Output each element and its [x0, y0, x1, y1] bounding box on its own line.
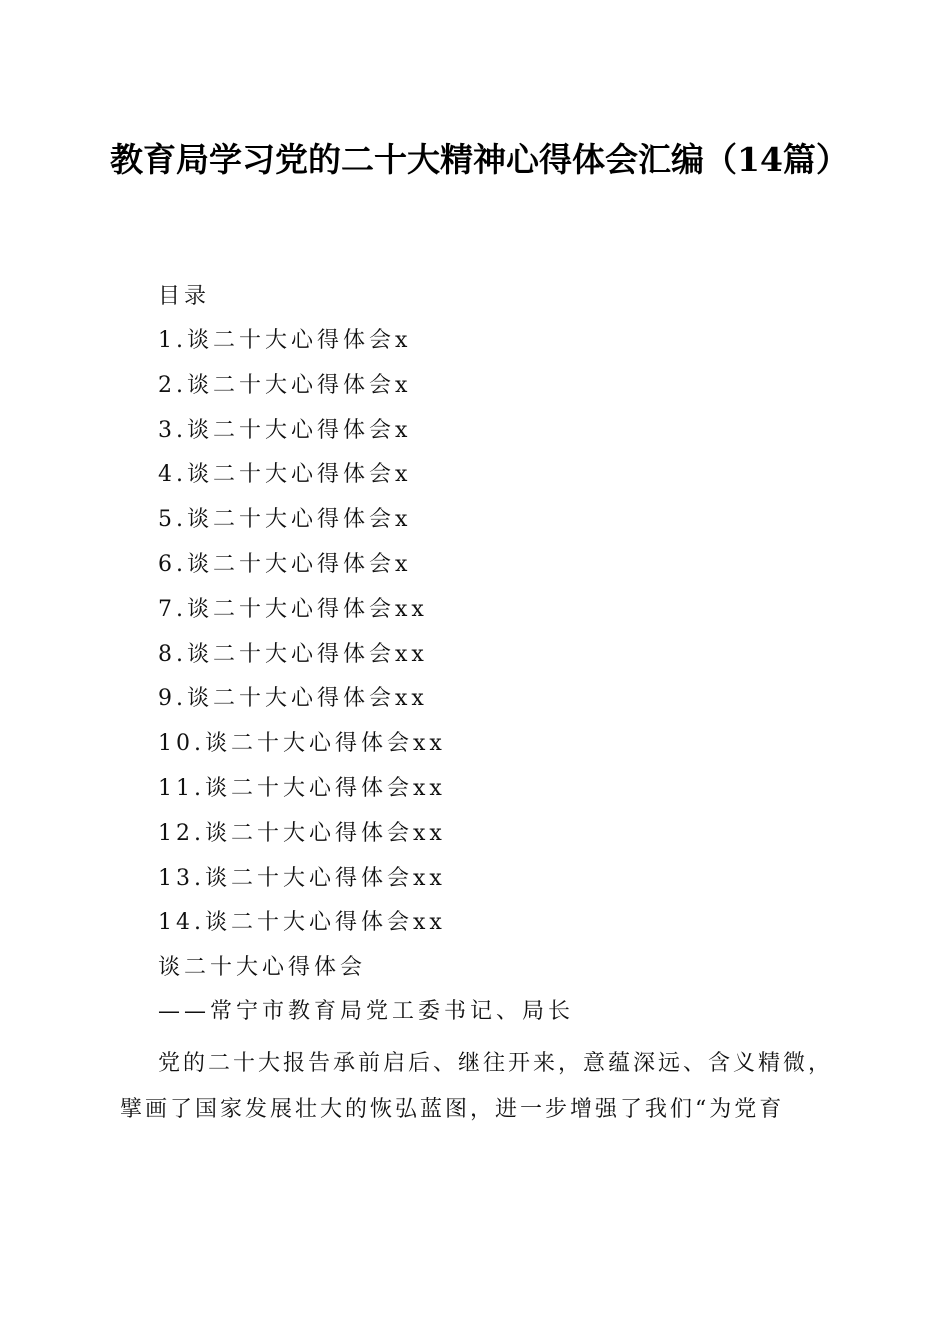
author-line: ——常宁市教育局党工委书记、局长 [158, 999, 575, 1024]
toc-item: 8.谈二十大心得体会xx [158, 641, 428, 667]
section-title: 谈二十大心得体会 [158, 955, 367, 980]
body-paragraph: 党的二十大报告承前启后、继往开来，意蕴深远、含义精微，擘画了国家发展壮大的恢弘蓝图，进一步增强了我们“为党育 [120, 1051, 834, 1122]
toc-item: 13.谈二十大心得体会xx [158, 865, 446, 891]
toc-item: 10.谈二十大心得体会xx [158, 731, 446, 757]
toc-heading: 目录 [158, 284, 211, 309]
toc-item: 5.谈二十大心得体会x [158, 507, 412, 533]
toc-item: 4.谈二十大心得体会x [158, 462, 412, 488]
toc-item: 1.谈二十大心得体会x [158, 328, 412, 353]
toc-item: 14.谈二十大心得体会xx [158, 910, 446, 936]
toc-item: 3.谈二十大心得体会x [158, 417, 412, 443]
document-title: 教育局学习党的二十大精神心得体会汇编（14篇） [110, 140, 849, 179]
toc-item: 9.谈二十大心得体会xx [158, 686, 428, 712]
table-of-contents [158, 326, 446, 953]
toc-item: 12.谈二十大心得体会xx [158, 820, 446, 846]
toc-item: 11.谈二十大心得体会xx [158, 775, 446, 801]
toc-item: 7.谈二十大心得体会xx [158, 596, 428, 622]
toc-item: 2.谈二十大心得体会x [158, 372, 412, 398]
toc-item: 6.谈二十大心得体会x [158, 551, 412, 577]
